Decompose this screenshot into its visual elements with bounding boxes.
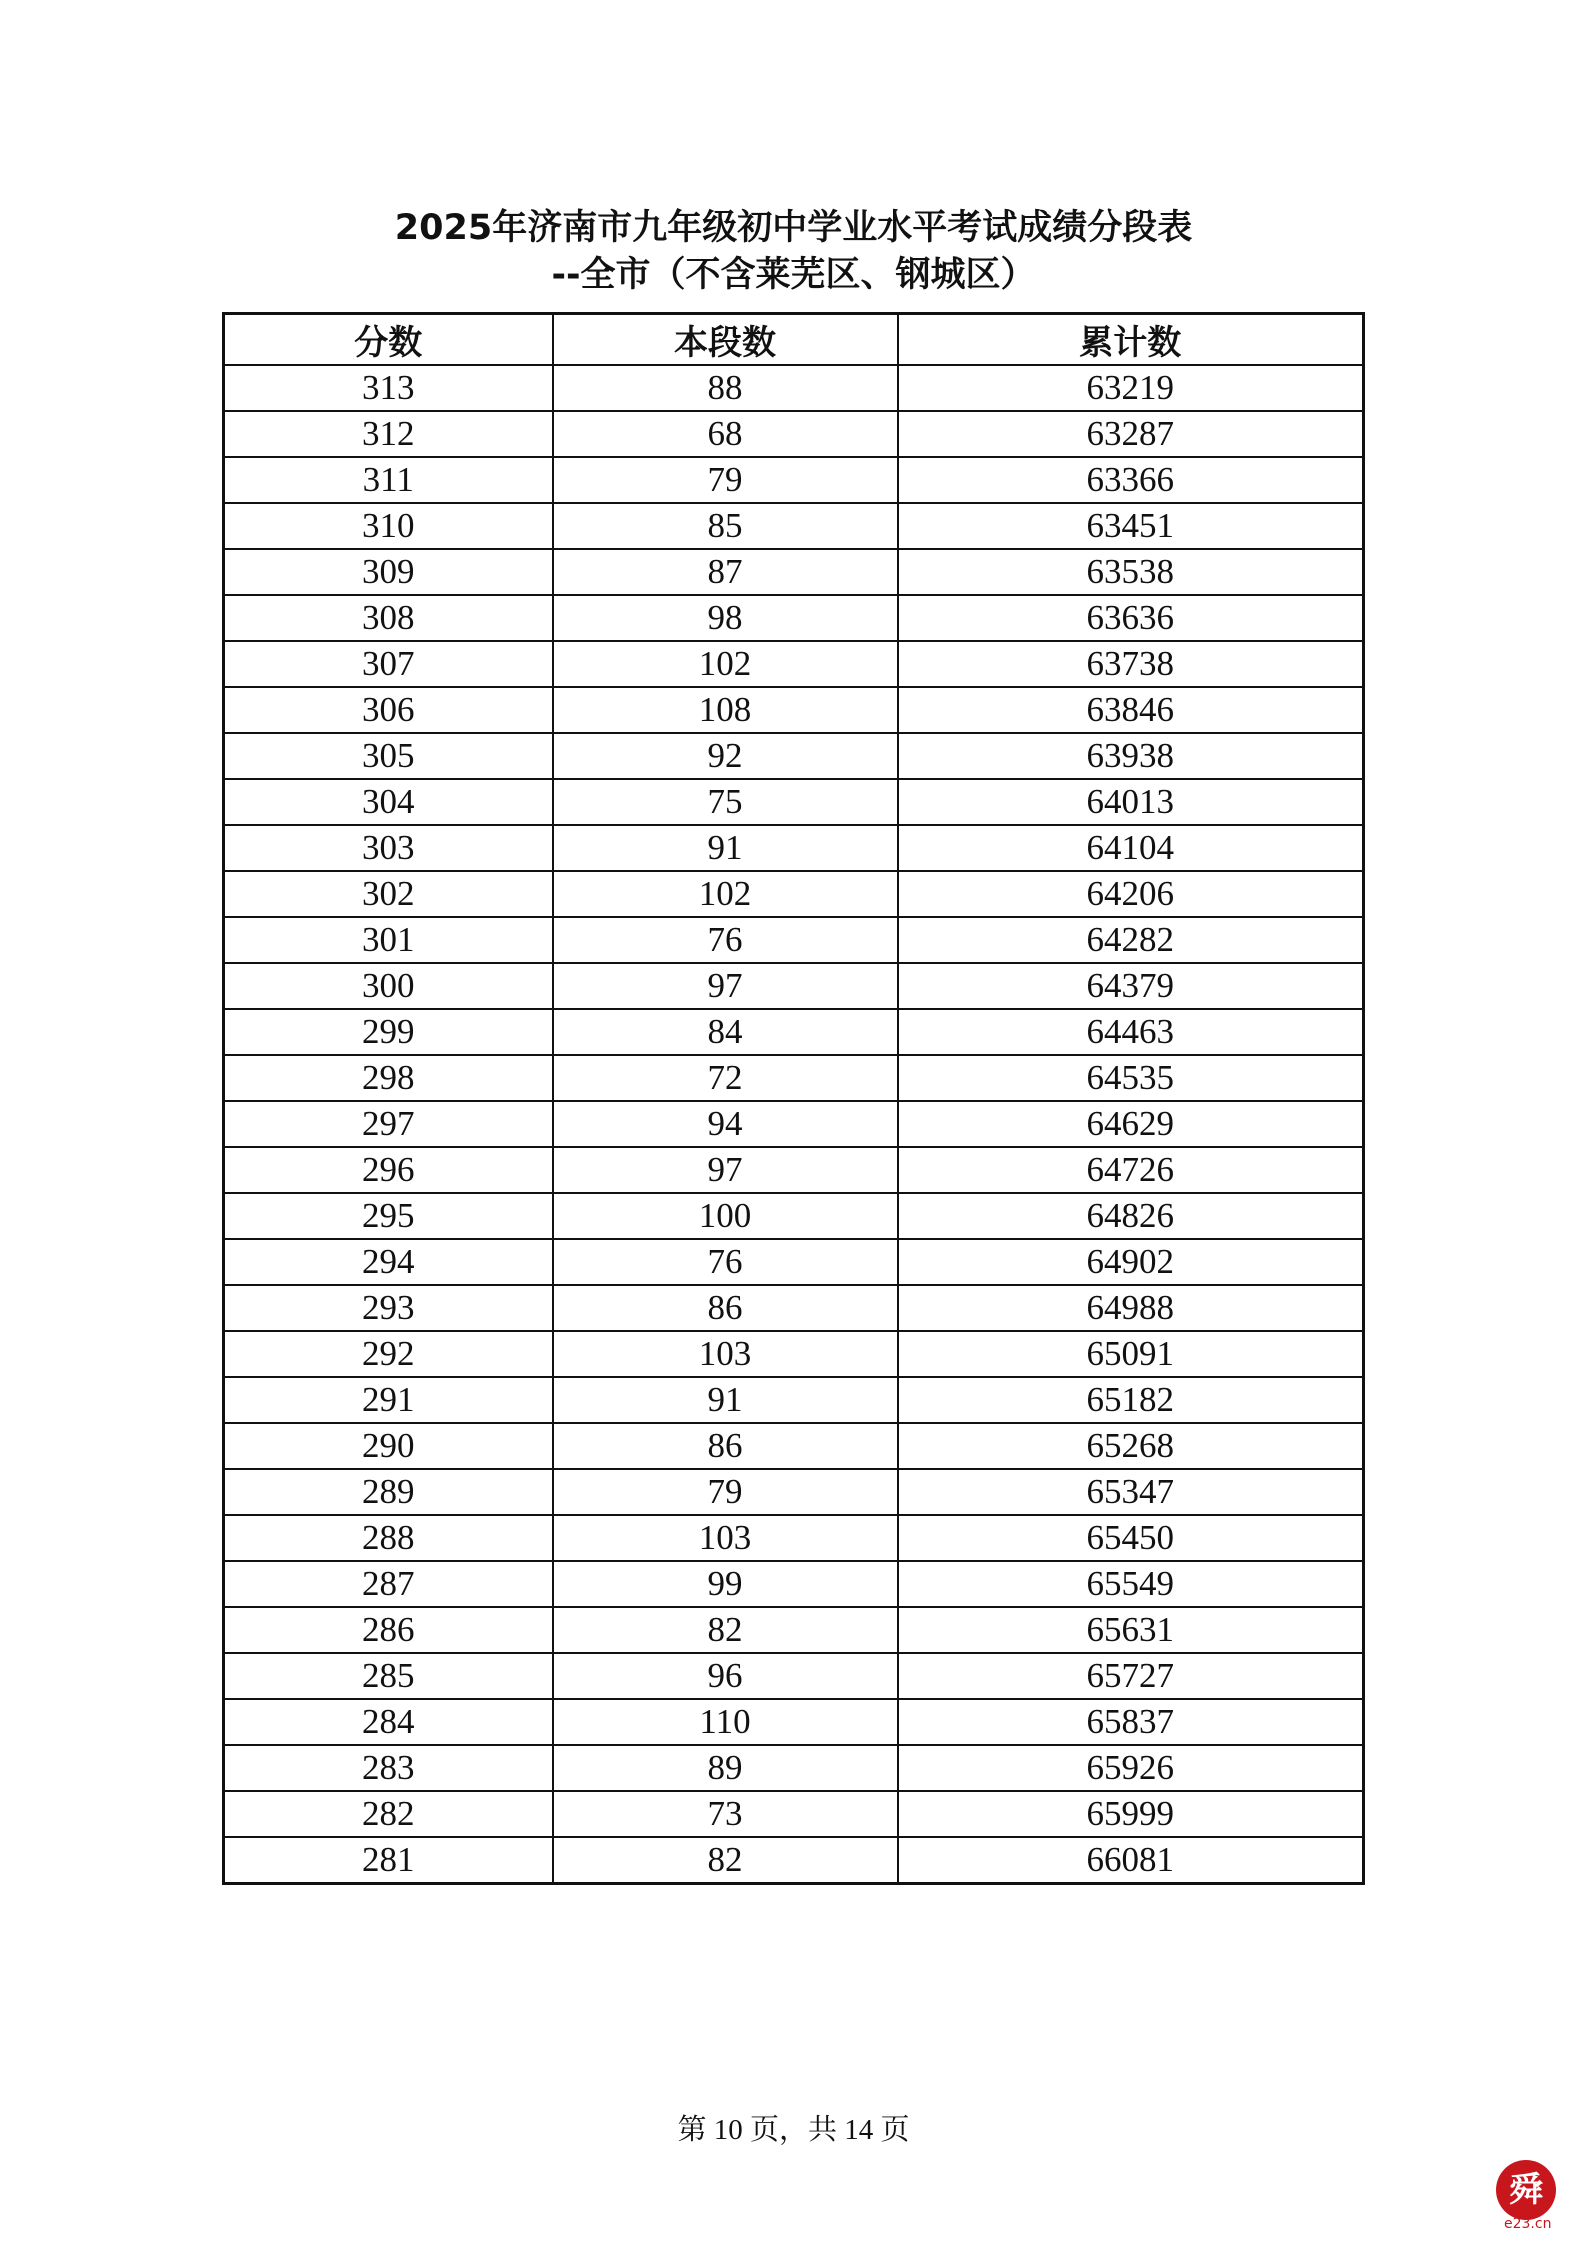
score-cell: 284 [224, 1699, 553, 1745]
score-cell: 307 [224, 641, 553, 687]
score-cell: 296 [224, 1147, 553, 1193]
segment-count-cell: 99 [553, 1561, 898, 1607]
table-row [224, 1101, 1364, 1147]
score-cell: 290 [224, 1423, 553, 1469]
cumulative-count-cell: 64104 [898, 825, 1364, 871]
cumulative-count-cell: 64282 [898, 917, 1364, 963]
table-row [224, 1377, 1364, 1423]
watermark-site-text: e23.cn [1504, 2216, 1552, 2232]
table-row [224, 457, 1364, 503]
segment-count-cell: 88 [553, 365, 898, 411]
segment-count-cell: 97 [553, 963, 898, 1009]
cumulative-count-cell: 65450 [898, 1515, 1364, 1561]
score-cell: 305 [224, 733, 553, 779]
table-row [224, 687, 1364, 733]
table-row [224, 1009, 1364, 1055]
cumulative-count-cell: 65727 [898, 1653, 1364, 1699]
segment-count-cell: 102 [553, 641, 898, 687]
cumulative-count-cell: 65182 [898, 1377, 1364, 1423]
cumulative-count-cell: 63636 [898, 595, 1364, 641]
table-row [224, 1837, 1364, 1883]
table-row [224, 779, 1364, 825]
score-cell: 298 [224, 1055, 553, 1101]
segment-count-cell: 97 [553, 1147, 898, 1193]
table-row [224, 1285, 1364, 1331]
cumulative-count-cell: 63366 [898, 457, 1364, 503]
table-row [224, 825, 1364, 871]
segment-count-cell: 85 [553, 503, 898, 549]
score-cell: 311 [224, 457, 553, 503]
cumulative-count-cell: 64013 [898, 779, 1364, 825]
table-row [224, 1791, 1364, 1837]
score-cell: 303 [224, 825, 553, 871]
score-cell: 291 [224, 1377, 553, 1423]
cumulative-count-cell: 64902 [898, 1239, 1364, 1285]
cumulative-count-cell: 64629 [898, 1101, 1364, 1147]
header-segment-count: 本段数 [553, 314, 898, 366]
table-row [224, 1515, 1364, 1561]
table-row [224, 871, 1364, 917]
score-cell: 286 [224, 1607, 553, 1653]
segment-count-cell: 89 [553, 1745, 898, 1791]
segment-count-cell: 84 [553, 1009, 898, 1055]
segment-count-cell: 96 [553, 1653, 898, 1699]
score-cell: 306 [224, 687, 553, 733]
score-cell: 281 [224, 1837, 553, 1883]
cumulative-count-cell: 66081 [898, 1837, 1364, 1883]
segment-count-cell: 72 [553, 1055, 898, 1101]
table-row [224, 1561, 1364, 1607]
score-cell: 302 [224, 871, 553, 917]
segment-count-cell: 103 [553, 1331, 898, 1377]
score-cell: 295 [224, 1193, 553, 1239]
table-row [224, 365, 1364, 411]
cumulative-count-cell: 64463 [898, 1009, 1364, 1055]
table-row [224, 641, 1364, 687]
table-row [224, 1239, 1364, 1285]
segment-count-cell: 75 [553, 779, 898, 825]
cumulative-count-cell: 65837 [898, 1699, 1364, 1745]
cumulative-count-cell: 65631 [898, 1607, 1364, 1653]
cumulative-count-cell: 63938 [898, 733, 1364, 779]
cumulative-count-cell: 65347 [898, 1469, 1364, 1515]
score-cell: 294 [224, 1239, 553, 1285]
table-header-row [224, 314, 1364, 366]
table-row [224, 1607, 1364, 1653]
table-row [224, 549, 1364, 595]
table-row [224, 1699, 1364, 1745]
segment-count-cell: 68 [553, 411, 898, 457]
cumulative-count-cell: 64379 [898, 963, 1364, 1009]
cumulative-count-cell: 63738 [898, 641, 1364, 687]
cumulative-count-cell: 64988 [898, 1285, 1364, 1331]
site-watermark-logo [1494, 2158, 1568, 2232]
cumulative-count-cell: 65926 [898, 1745, 1364, 1791]
segment-count-cell: 110 [553, 1699, 898, 1745]
cumulative-count-cell: 64206 [898, 871, 1364, 917]
table-row [224, 963, 1364, 1009]
score-cell: 287 [224, 1561, 553, 1607]
score-cell: 300 [224, 963, 553, 1009]
document-title: 2025年济南市九年级初中学业水平考试成绩分段表 [394, 208, 1193, 248]
segment-count-cell: 82 [553, 1607, 898, 1653]
score-cell: 312 [224, 411, 553, 457]
segment-count-cell: 92 [553, 733, 898, 779]
score-cell: 283 [224, 1745, 553, 1791]
score-cell: 308 [224, 595, 553, 641]
segment-count-cell: 98 [553, 595, 898, 641]
segment-count-cell: 91 [553, 825, 898, 871]
table-row [224, 411, 1364, 457]
segment-count-cell: 79 [553, 1469, 898, 1515]
cumulative-count-cell: 63287 [898, 411, 1364, 457]
segment-count-cell: 103 [553, 1515, 898, 1561]
segment-count-cell: 76 [553, 917, 898, 963]
score-cell: 293 [224, 1285, 553, 1331]
segment-count-cell: 82 [553, 1837, 898, 1883]
cumulative-count-cell: 64826 [898, 1193, 1364, 1239]
segment-count-cell: 86 [553, 1285, 898, 1331]
segment-count-cell: 87 [553, 549, 898, 595]
score-cell: 297 [224, 1101, 553, 1147]
segment-count-cell: 94 [553, 1101, 898, 1147]
table-row [224, 1147, 1364, 1193]
table-row [224, 503, 1364, 549]
cumulative-count-cell: 65549 [898, 1561, 1364, 1607]
cumulative-count-cell: 63219 [898, 365, 1364, 411]
table-row [224, 595, 1364, 641]
page-footer: 第 10 页，共 14 页 [677, 2114, 910, 2146]
table-row [224, 1331, 1364, 1377]
table-row [224, 1193, 1364, 1239]
score-cell: 282 [224, 1791, 553, 1837]
document-subtitle: --全市（不含莱芜区、钢城区） [551, 255, 1036, 295]
segment-count-cell: 79 [553, 457, 898, 503]
score-cell: 313 [224, 365, 553, 411]
cumulative-count-cell: 63451 [898, 503, 1364, 549]
segment-count-cell: 102 [553, 871, 898, 917]
table-row [224, 1745, 1364, 1791]
cumulative-count-cell: 65999 [898, 1791, 1364, 1837]
table-row [224, 1653, 1364, 1699]
watermark-emblem-icon: 舜 [1496, 2160, 1556, 2220]
header-cumulative-count: 累计数 [898, 314, 1364, 366]
cumulative-count-cell: 63538 [898, 549, 1364, 595]
score-cell: 299 [224, 1009, 553, 1055]
segment-count-cell: 73 [553, 1791, 898, 1837]
segment-count-cell: 108 [553, 687, 898, 733]
score-cell: 310 [224, 503, 553, 549]
score-cell: 304 [224, 779, 553, 825]
table-row [224, 1055, 1364, 1101]
header-score: 分数 [224, 314, 553, 366]
segment-count-cell: 76 [553, 1239, 898, 1285]
table-row [224, 733, 1364, 779]
table-row [224, 1469, 1364, 1515]
score-cell: 288 [224, 1515, 553, 1561]
score-cell: 301 [224, 917, 553, 963]
score-cell: 285 [224, 1653, 553, 1699]
table-row [224, 917, 1364, 963]
score-cell: 289 [224, 1469, 553, 1515]
score-distribution-table [222, 312, 1365, 1885]
table-row [224, 1423, 1364, 1469]
segment-count-cell: 91 [553, 1377, 898, 1423]
cumulative-count-cell: 65091 [898, 1331, 1364, 1377]
segment-count-cell: 100 [553, 1193, 898, 1239]
cumulative-count-cell: 64726 [898, 1147, 1364, 1193]
score-cell: 309 [224, 549, 553, 595]
cumulative-count-cell: 63846 [898, 687, 1364, 733]
cumulative-count-cell: 65268 [898, 1423, 1364, 1469]
cumulative-count-cell: 64535 [898, 1055, 1364, 1101]
score-cell: 292 [224, 1331, 553, 1377]
segment-count-cell: 86 [553, 1423, 898, 1469]
